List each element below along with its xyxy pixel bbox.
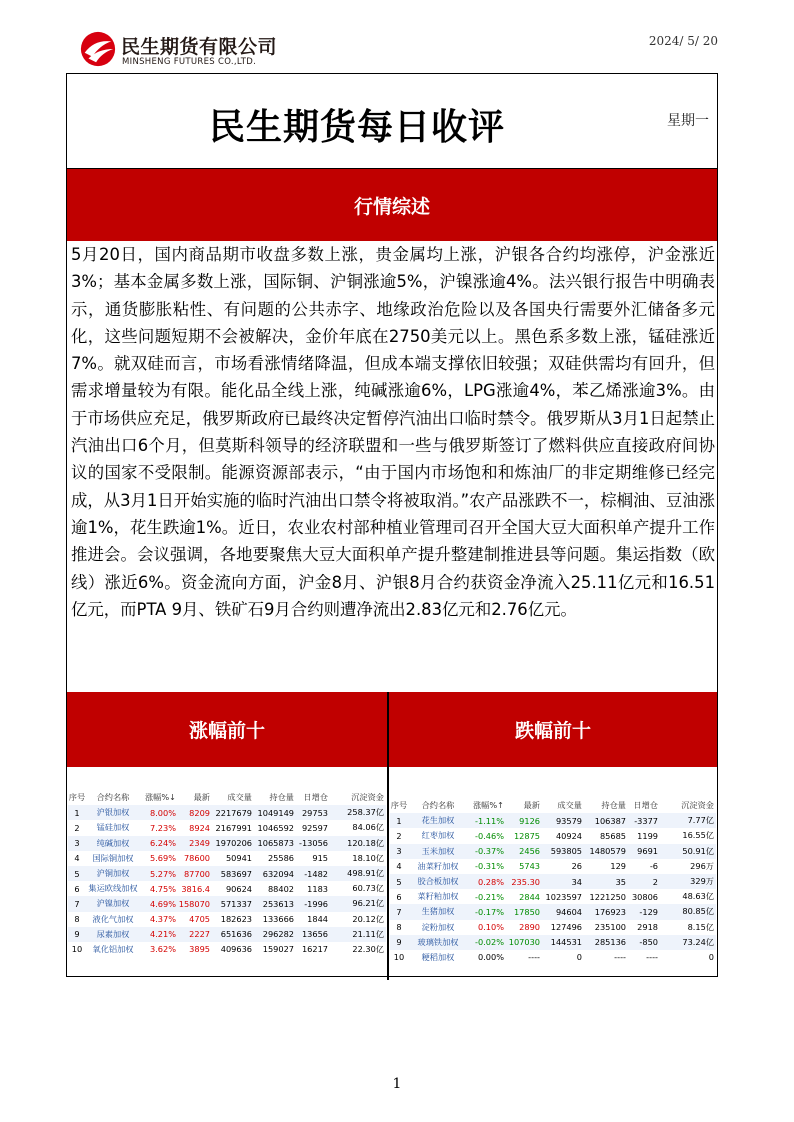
table-cell: -0.02% xyxy=(468,935,506,950)
table-cell: 106387 xyxy=(584,813,628,828)
table-cell: 50941 xyxy=(225,853,252,864)
column-header: 涨幅%↓ xyxy=(144,792,176,803)
market-summary-text: 5月20日，国内商品期市收盘多数上涨，贵金属均上涨，沪银各合约均涨停，沪金涨近3%；基本金属多数上涨，国际铜、沪铜涨逾5%，沪镍涨逾4%。法兴银行报告中明确表示，通货膨胀粘性、有问题的公共赤字、地缘政治危险以及各国央行需要外汇储备多元化，这些问题短期不会被解决，金价年底在2750美元以上。黑色系多数上涨，锰硅涨近7%。就双硅而言，市场看涨情绪降温，但成本端支撑依旧较强；双硅供需均有回升，但需求增量较为有限。能化品全线上涨，纯碱涨逾6%，LPG涨逾4%，苯乙烯涨逾3%。由于市场供应充足，俄罗斯政府已最终决定暂停汽油出口临时禁令。俄罗斯从3月1日起禁止汽油出口6个月，但莫斯科领导的经济联盟和一些与俄罗斯签订了燃料供应直接政府间协议的国家不受限制。能源资源部表示，“由于国内市场饱和和炼油厂的非定期维修已经完成，从3月1日开始实施的临时汽油出口禁令将被取消。”农产品涨跌不一，棕榈油、豆油涨逾1%，花生跌逾1%。近日，农业农村部种植业管理司召开全国大豆大面积单产提升工作推进会。会议强调，各地要聚焦大豆大面积单产提升整建制推进县等问题。集运指数（欧线）涨近6%。资金流向方面，沪金8月、沪银8月合约获资金净流入25.11亿元和16.51亿元，而PTA 9月、铁矿石9月合约则遭净流出2.83亿元和2.76亿元。 xyxy=(71,245,715,619)
table-cell: 48.63亿 xyxy=(682,891,714,902)
table-cell: 80.85亿 xyxy=(660,904,716,919)
table-cell: -1996 xyxy=(296,896,330,911)
table-cell: 6 xyxy=(396,891,402,902)
table-cell: -1.11% xyxy=(468,813,506,828)
table-row xyxy=(390,874,716,889)
table-cell: 0.00% xyxy=(477,952,504,963)
contract-name-cell: 花生加权 xyxy=(408,813,468,828)
table-cell: 1023597 xyxy=(545,891,582,902)
table-cell: 60.73亿 xyxy=(352,883,384,894)
table-cell: 9 xyxy=(68,927,86,942)
table-cell: 20.12亿 xyxy=(352,913,384,924)
table-row xyxy=(68,927,386,942)
table-cell: 4705 xyxy=(189,914,210,925)
table-cell: 7 xyxy=(390,904,408,919)
table-cell: -0.31% xyxy=(475,861,504,872)
table-cell: 29753 xyxy=(296,805,330,820)
column-header: 最新 xyxy=(523,800,540,811)
table-cell: 30806 xyxy=(631,891,658,902)
table-cell: 10 xyxy=(71,944,83,955)
losers-heading: 跌幅前十 xyxy=(389,692,717,767)
contract-name-cell: 玻璃铁加权 xyxy=(408,935,468,950)
table-cell: 90624 xyxy=(225,883,252,894)
table-cell: 329万 xyxy=(660,874,716,889)
company-logo xyxy=(79,28,319,74)
table-cell: 2227 xyxy=(178,927,212,942)
table-cell: -1482 xyxy=(296,866,330,881)
table-row xyxy=(68,820,386,835)
table-cell: 107030 xyxy=(506,935,542,950)
table-cell: 21.11亿 xyxy=(330,927,386,942)
table-row xyxy=(390,844,716,859)
table-cell: 0.28% xyxy=(468,874,506,889)
page-number: 1 xyxy=(392,1076,402,1092)
title-box xyxy=(67,74,717,169)
table-cell: 9126 xyxy=(506,813,542,828)
table-cell: 285136 xyxy=(584,935,628,950)
table-row xyxy=(390,889,716,904)
company-name-cn: 民生期货有限公司 xyxy=(121,36,278,58)
table-cell: 4.21% xyxy=(140,927,178,942)
table-cell: 0 xyxy=(708,952,714,963)
table-cell: 1183 xyxy=(307,883,328,894)
table-cell: -6 xyxy=(649,861,658,872)
table-cell: 34 xyxy=(542,874,584,889)
column-header: 合约名称 xyxy=(421,800,455,811)
weekday-label: 星期一 xyxy=(667,113,709,129)
table-cell: 2456 xyxy=(506,844,542,859)
table-cell: 1199 xyxy=(637,830,658,841)
report-frame xyxy=(66,73,718,977)
table-cell: 632094 xyxy=(254,866,296,881)
table-cell: 2 xyxy=(628,874,660,889)
column-header: 日增仓 xyxy=(303,792,328,803)
gainers-heading: 涨幅前十 xyxy=(67,692,387,767)
table-cell: 50.91亿 xyxy=(660,844,716,859)
table-cell: 296万 xyxy=(690,860,714,871)
table-cell: 92597 xyxy=(301,822,328,833)
table-cell: 7.23% xyxy=(149,822,176,833)
contract-name-cell: 沪镍加权 xyxy=(86,896,140,911)
table-cell: 3895 xyxy=(189,944,210,955)
table-cell: 2349 xyxy=(178,836,212,851)
column-divider xyxy=(387,692,389,980)
table-cell: 1480579 xyxy=(584,844,628,859)
table-cell: 9 xyxy=(390,935,408,950)
table-cell: 0 xyxy=(576,952,582,963)
table-cell: 5743 xyxy=(519,861,540,872)
table-cell: 26 xyxy=(571,861,582,872)
table-cell: -0.17% xyxy=(468,904,506,919)
contract-name-cell: 液化气加权 xyxy=(92,913,134,924)
table-cell: 1970206 xyxy=(212,836,254,851)
table-cell: 127496 xyxy=(550,922,582,933)
table-row xyxy=(68,912,386,927)
table-cell: 7 xyxy=(68,896,86,911)
table-row xyxy=(390,813,716,828)
table-cell: 2844 xyxy=(519,891,540,902)
table-cell: 593805 xyxy=(542,844,584,859)
column-header: 持仓量 xyxy=(601,800,626,811)
table-cell: 8.15亿 xyxy=(687,921,714,932)
table-cell: ---- xyxy=(646,952,658,963)
table-header-row xyxy=(68,790,386,805)
report-date: 2024/ 5/ 20 xyxy=(648,34,718,48)
column-header: 成交量 xyxy=(557,800,582,811)
table-row xyxy=(390,920,716,935)
contract-name-cell: 胶合板加权 xyxy=(408,874,468,889)
column-header: 序号 xyxy=(68,792,86,803)
table-cell: 182623 xyxy=(220,914,252,925)
contract-name-cell: 沪银加权 xyxy=(86,805,140,820)
page-title: 民生期货每日收评 xyxy=(209,106,506,148)
table-cell: 253613 xyxy=(254,896,296,911)
table-cell: 96.21亿 xyxy=(330,896,386,911)
table-cell: 84.06亿 xyxy=(352,822,384,833)
table-cell: 94604 xyxy=(542,904,584,919)
table-cell: 4 xyxy=(74,853,80,864)
table-cell: 1046592 xyxy=(257,822,294,833)
table-cell: 8 xyxy=(74,914,80,925)
table-cell: 18.10亿 xyxy=(352,852,384,863)
table-cell: 16217 xyxy=(301,944,328,955)
table-row xyxy=(68,851,386,866)
column-header: 序号 xyxy=(390,800,408,811)
column-header: 成交量 xyxy=(227,792,252,803)
company-name-en: MINSHENG FUTURES CO.,LTD. xyxy=(122,57,257,67)
table-cell: 158070 xyxy=(178,896,212,911)
table-cell: 2890 xyxy=(519,922,540,933)
table-row xyxy=(68,836,386,851)
table-cell: 3 xyxy=(390,844,408,859)
table-cell: 1065873 xyxy=(254,836,296,851)
contract-name-cell: 淀粉加权 xyxy=(421,921,455,932)
table-cell: -850 xyxy=(628,935,660,950)
minsheng-logo-icon xyxy=(79,30,117,68)
column-header: 沉淀资金 xyxy=(681,800,714,811)
table-cell: 3816.4 xyxy=(181,883,210,894)
table-row xyxy=(68,805,386,820)
table-cell: 4.37% xyxy=(149,914,176,925)
table-cell: 498.91亿 xyxy=(330,866,386,881)
table-cell: 235.30 xyxy=(506,874,542,889)
table-row xyxy=(390,828,716,843)
table-cell: 583697 xyxy=(212,866,254,881)
table-cell: 5.69% xyxy=(149,853,176,864)
column-header: 涨幅%↑ xyxy=(472,800,504,811)
table-cell: -0.46% xyxy=(475,830,504,841)
contract-name-cell: 沪铜加权 xyxy=(86,866,140,881)
table-row xyxy=(390,904,716,919)
table-cell: 2918 xyxy=(637,922,658,933)
table-cell: 8.00% xyxy=(140,805,178,820)
contract-name-cell: 集运欧线加权 xyxy=(88,883,138,894)
table-cell: 6 xyxy=(74,883,80,894)
table-cell: 25586 xyxy=(267,853,294,864)
table-cell: 144531 xyxy=(542,935,584,950)
table-row xyxy=(390,950,716,965)
table-cell: 1049149 xyxy=(254,805,296,820)
table-cell: 235100 xyxy=(594,922,626,933)
contract-name-cell: 玉米加权 xyxy=(408,844,468,859)
contract-name-cell: 菜籽粕加权 xyxy=(417,891,459,902)
table-cell: 5 xyxy=(390,874,408,889)
table-cell: 4.69% xyxy=(140,896,178,911)
table-cell: ---- xyxy=(614,952,626,963)
contract-name-cell: 粳稻加权 xyxy=(421,951,455,962)
table-header-row xyxy=(390,798,716,813)
table-cell: 5 xyxy=(68,866,86,881)
table-cell: 22.30亿 xyxy=(352,943,384,954)
table-cell: 8 xyxy=(396,922,402,933)
overview-heading: 行情综述 xyxy=(67,169,717,241)
table-cell: 8209 xyxy=(178,805,212,820)
table-cell: 129 xyxy=(610,861,626,872)
table-cell: 9691 xyxy=(628,844,660,859)
column-header: 沉淀资金 xyxy=(351,792,384,803)
table-cell: 7.77亿 xyxy=(660,813,716,828)
table-cell: 85685 xyxy=(599,830,626,841)
table-cell: 88402 xyxy=(267,883,294,894)
table-cell: 0.10% xyxy=(477,922,504,933)
column-header: 持仓量 xyxy=(269,792,294,803)
contract-name-cell: 氧化铝加权 xyxy=(92,943,134,954)
table-cell: ---- xyxy=(528,952,540,963)
table-cell: 133666 xyxy=(262,914,294,925)
table-cell: 16.55亿 xyxy=(682,830,714,841)
table-cell: 10 xyxy=(393,952,405,963)
table-row xyxy=(68,942,386,957)
table-cell: 2217679 xyxy=(212,805,254,820)
table-row xyxy=(68,881,386,896)
table-cell: 78600 xyxy=(183,853,210,864)
table-cell: 571337 xyxy=(212,896,254,911)
contract-name-cell: 生猪加权 xyxy=(408,904,468,919)
table-row xyxy=(68,896,386,911)
contract-name-cell: 红枣加权 xyxy=(421,830,455,841)
table-cell: 176923 xyxy=(584,904,628,919)
table-cell: 3.62% xyxy=(149,944,176,955)
table-cell: 651636 xyxy=(212,927,254,942)
table-cell: -129 xyxy=(628,904,660,919)
table-cell: 159027 xyxy=(262,944,294,955)
table-cell: 8924 xyxy=(189,822,210,833)
table-cell: 4 xyxy=(396,861,402,872)
table-cell: 1221250 xyxy=(589,891,626,902)
table-cell: 5.27% xyxy=(140,866,178,881)
table-cell: 296282 xyxy=(254,927,296,942)
table-row xyxy=(68,866,386,881)
table-cell: -0.21% xyxy=(475,891,504,902)
table-cell: 93579 xyxy=(542,813,584,828)
table-cell: 409636 xyxy=(220,944,252,955)
contract-name-cell: 纯碱加权 xyxy=(86,836,140,851)
table-cell: 3 xyxy=(68,836,86,851)
column-header: 日增仓 xyxy=(633,800,658,811)
top-losers-table xyxy=(390,798,716,965)
table-cell: -0.37% xyxy=(468,844,506,859)
table-cell: 2 xyxy=(74,822,80,833)
table-cell: 6.24% xyxy=(140,836,178,851)
contract-name-cell: 国际铜加权 xyxy=(92,852,134,863)
table-cell: 2167991 xyxy=(215,822,252,833)
table-cell: 73.24亿 xyxy=(660,935,716,950)
table-cell: 1 xyxy=(390,813,408,828)
table-cell: 17850 xyxy=(506,904,542,919)
table-cell: -3377 xyxy=(628,813,660,828)
table-cell: 120.18亿 xyxy=(330,836,386,851)
table-cell: 1844 xyxy=(307,914,328,925)
top-gainers-table xyxy=(68,790,386,957)
column-header: 合约名称 xyxy=(96,792,130,803)
table-row xyxy=(390,935,716,950)
contract-name-cell: 锰硅加权 xyxy=(96,822,130,833)
table-cell: 4.75% xyxy=(149,883,176,894)
table-cell: 35 xyxy=(584,874,628,889)
table-cell: 13656 xyxy=(296,927,330,942)
contract-name-cell: 尿素加权 xyxy=(86,927,140,942)
table-cell: -13056 xyxy=(296,836,330,851)
table-row xyxy=(390,859,716,874)
table-cell: 2 xyxy=(396,830,402,841)
table-cell: 915 xyxy=(312,853,328,864)
contract-name-cell: 油菜籽加权 xyxy=(417,860,459,871)
table-cell: 258.37亿 xyxy=(330,805,386,820)
table-cell: 87700 xyxy=(178,866,212,881)
table-cell: 12875 xyxy=(513,830,540,841)
column-header: 最新 xyxy=(193,792,210,803)
table-cell: 1 xyxy=(68,805,86,820)
table-cell: 40924 xyxy=(555,830,582,841)
